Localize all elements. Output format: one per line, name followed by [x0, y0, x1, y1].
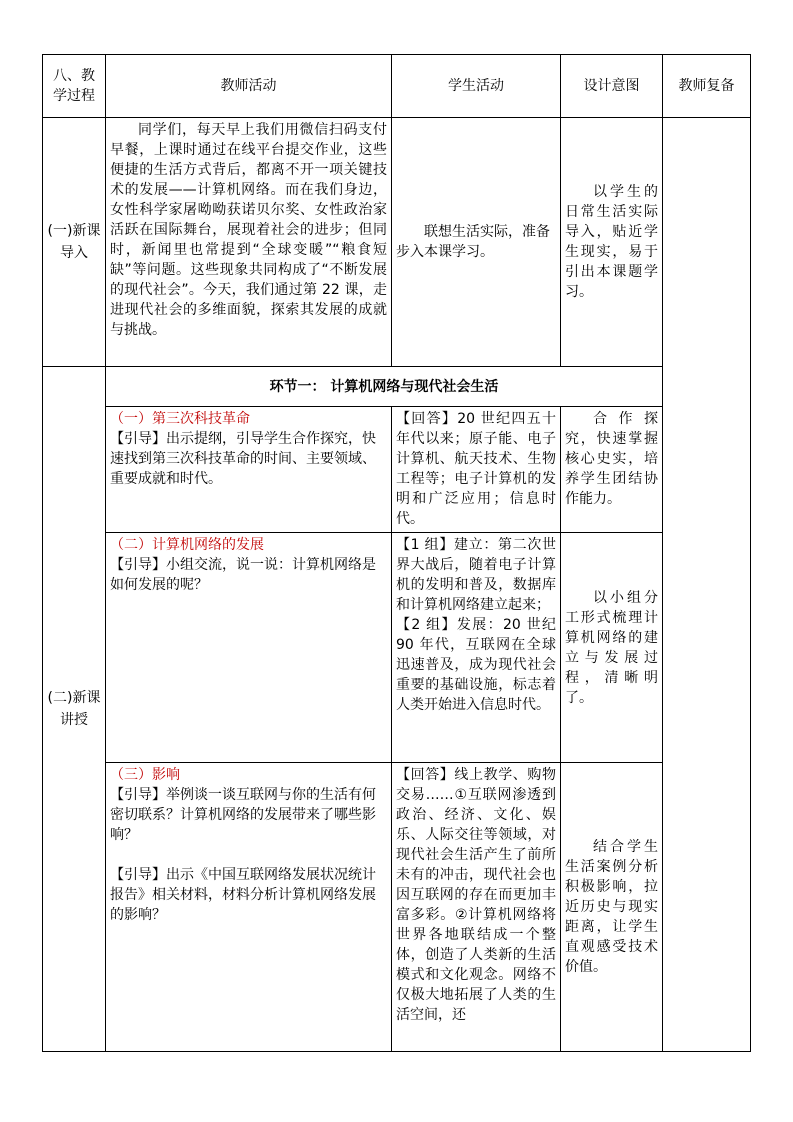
- part2-student-text-a: 【1 组】建立：第二次世界大战后，随着电子计算机的发明和普及，数据库和计算机网络建立起来；: [396, 537, 556, 613]
- review-column: [663, 118, 751, 1052]
- stage1-intent-text: 以学生的日常生活实际导入，贴近学生现实，易于引出本课题学习。: [565, 184, 658, 300]
- part3-row: [43, 763, 751, 1052]
- part3-heading: （三）影响: [110, 767, 180, 783]
- part3-teacher-cell: [106, 763, 392, 1052]
- header-process: 八、教学过程: [43, 55, 106, 118]
- stage1-student-text: 联想生活实际，准备步入本课学习。: [396, 224, 550, 260]
- stage1-teacher-text: 同学们，每天早上我们用微信扫码支付早餐，上课时通过在线平台提交作业，这些便捷的生活方式背后，都离不开一项关键技术的发展——计算机网络。而在我们身边，女性科学家屠呦呦获诺贝尔奖、女性政治家活跃在国际舞台，展现着社会的进步；但同时，新闻里也常提到“全球变暖”“粮食短缺”等问题。这些现象共同构成了“不断发展的现代社会”。今天，我们通过第 22 课，走进现代社会的多维面貌，探索其发展的成就与挑战。: [110, 122, 387, 338]
- stage2-label: (二)新课讲授: [43, 367, 106, 1052]
- part3-teacher-text-b: 【引导】出示《中国互联网络发展状况统计报告》相关材料，材料分析计算机网络发展的影响？: [110, 867, 376, 923]
- stage1-row: [43, 118, 751, 367]
- part3-intent-cell: [561, 763, 663, 1052]
- lesson-plan-table: [42, 54, 751, 1052]
- part2-intent-text: 以小组分工形式梳理计算机网络的建立与发展过程，清晰明了。: [565, 589, 658, 706]
- spacer: [110, 845, 387, 865]
- part1-teacher-text: 【引导】出示提纲，引导学生合作探究，快速找到第三次科技革命的时间、主要领域、重要成就和时代。: [110, 431, 376, 487]
- stage1-label: (一)新课导入: [43, 118, 106, 367]
- header-teacher-activity: 教师活动: [106, 55, 392, 118]
- part3-intent-text: 结合学生生活案例分析积极影响，拉近历史与现实距离，让学生直观感受技术价值。: [565, 839, 658, 975]
- stage1-teacher-cell: [106, 118, 392, 367]
- part2-row: [43, 533, 751, 763]
- part3-teacher-text-a: 【引导】举例谈一谈互联网与你的生活有何密切联系？计算机网络的发展带来了哪些影响？: [110, 787, 376, 843]
- stage1-student-cell: [392, 118, 561, 367]
- part1-student-cell: [392, 407, 561, 533]
- part1-intent-text: 合作探究，快速掌握核心史实，培养学生团结协作能力。: [565, 411, 658, 507]
- stage1-intent-cell: [561, 118, 663, 367]
- part2-teacher-text: 【引导】小组交流，说一说：计算机网络是如何发展的呢？: [110, 557, 376, 593]
- part2-teacher-cell: [106, 533, 392, 763]
- part2-intent-cell: [561, 533, 663, 763]
- header-teacher-review: 教师复备: [663, 55, 751, 118]
- part1-heading: （一）第三次科技革命: [110, 411, 250, 427]
- part1-teacher-cell: [106, 407, 392, 533]
- part1-intent-cell: [561, 407, 663, 533]
- part3-student-cell: [392, 763, 561, 1052]
- part2-heading: （二）计算机网络的发展: [110, 537, 264, 553]
- section-title: 环节一： 计算机网络与现代社会生活: [106, 367, 663, 407]
- section-title-row: [43, 367, 751, 407]
- header-row: [43, 55, 751, 118]
- part1-student-text: 【回答】20 世纪四五十年代以来；原子能、电子计算机、航天技术、生物工程等；电子计算机的发明和广泛应用；信息时代。: [396, 411, 556, 527]
- part2-student-cell: [392, 533, 561, 763]
- header-student-activity: 学生活动: [392, 55, 561, 118]
- part3-student-text: 【回答】线上教学、购物交易……①互联网渗透到政治、经济、文化、娱乐、人际交往等领域，对现代社会生活产生了前所未有的冲击，现代社会也因互联网的存在而更加丰富多彩。②计算机网络将世界各地联结成一个整体，创造了人类新的生活模式和文化观念。网络不仅极大地拓展了人类的生活空间，还: [396, 767, 556, 1023]
- part1-row: [43, 407, 751, 533]
- header-design-intent: 设计意图: [561, 55, 663, 118]
- part2-student-text-b: 【2 组】发展：20 世纪 90 年代，互联网在全球迅速普及，成为现代社会重要的基础设施，标志着人类开始进入信息时代。: [396, 617, 556, 713]
